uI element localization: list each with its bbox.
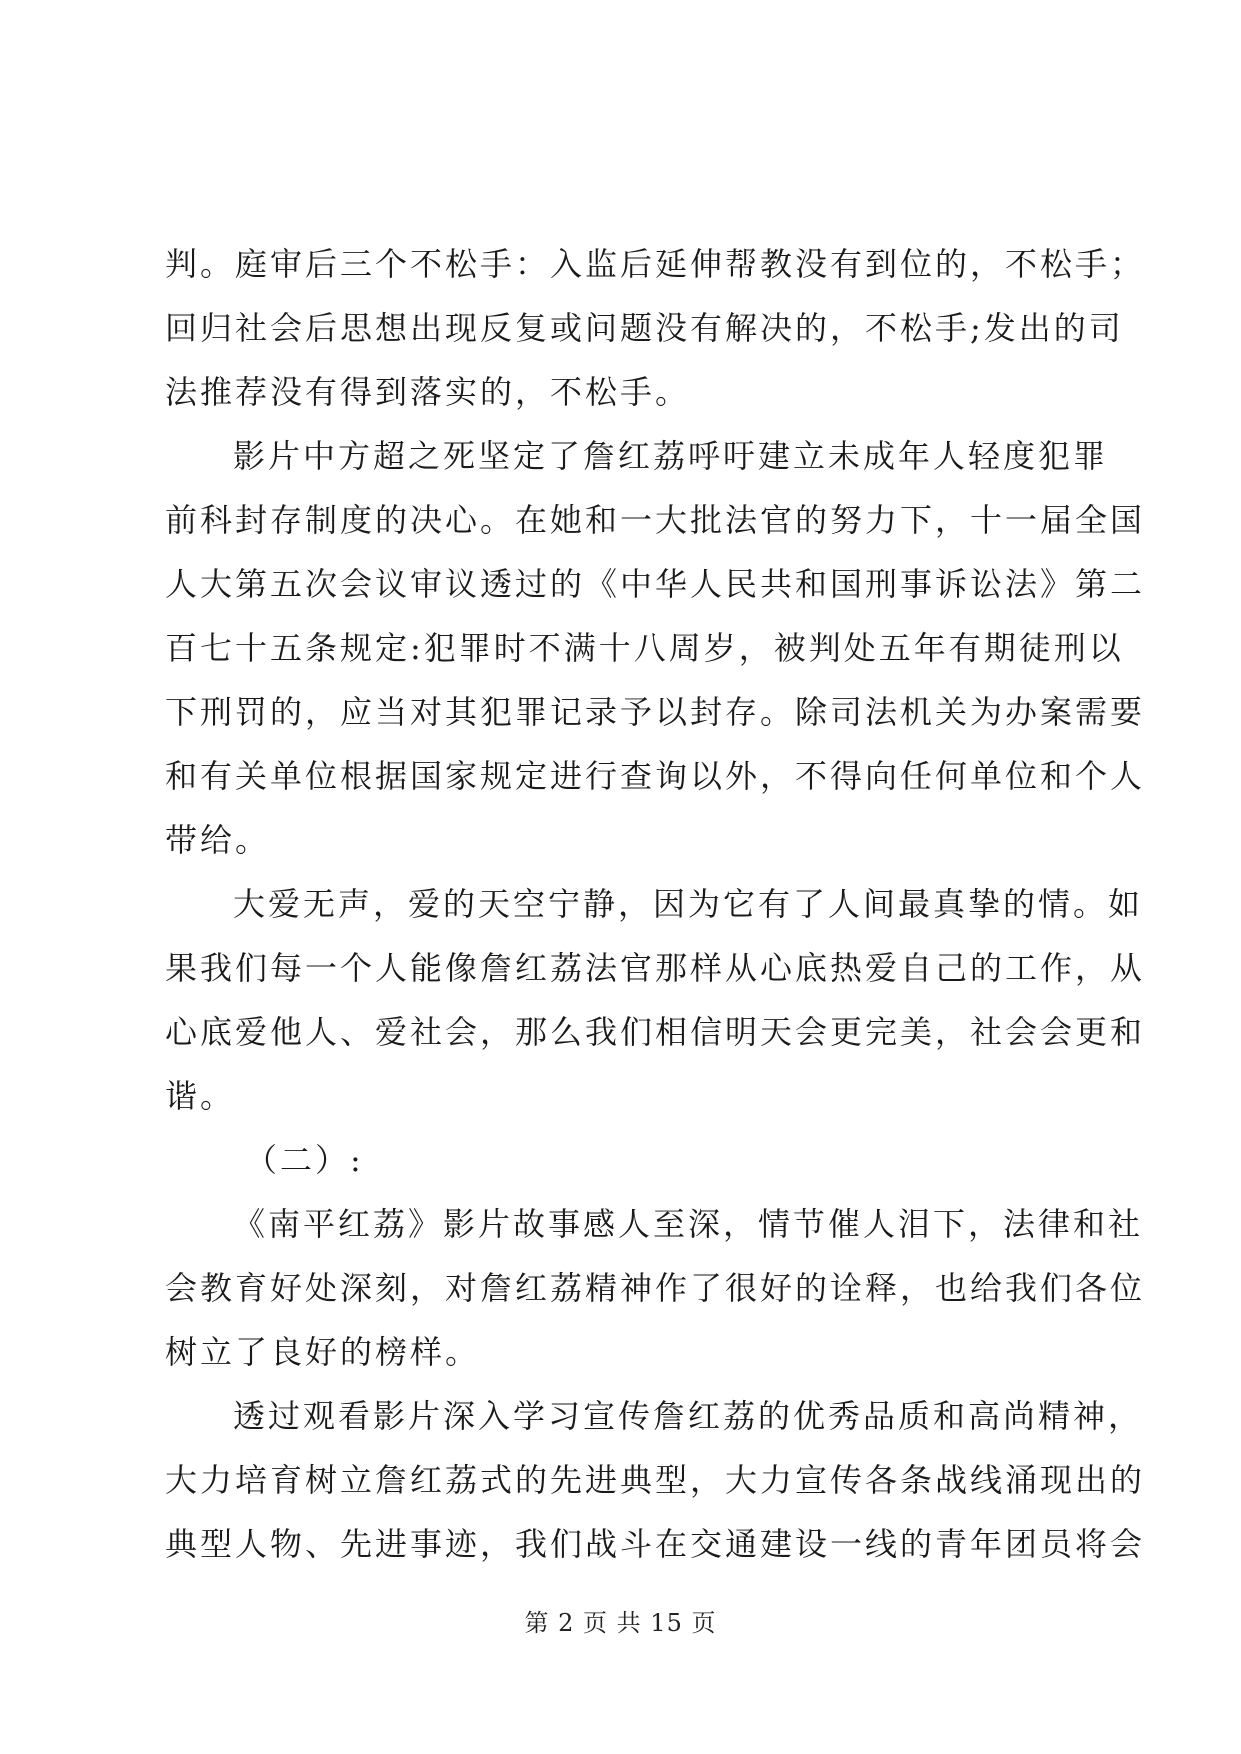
- text-line: 大爱无声，爱的天空宁静，因为它有了人间最真挚的情。如: [233, 885, 1144, 923]
- section-heading: [165, 1128, 1085, 1192]
- text-line: 透过观看影片深入学习宣传詹红荔的优秀品质和高尚精神，: [233, 1397, 1144, 1435]
- text-line: 法推荐没有得到落实的，不松手。: [165, 373, 691, 411]
- paragraph-2: [165, 424, 1146, 872]
- text-line: 带给。: [165, 821, 271, 859]
- text-line: 判。庭审后三个不松手：入监后延伸帮教没有到位的，不松手；: [165, 245, 1146, 283]
- text-line: 《南平红荔》影片故事感人至深，情节催人泪下，法律和社: [233, 1205, 1144, 1243]
- text-line: 和有关单位根据国家规定进行查询以外，不得向任何单位和个人: [165, 757, 1146, 795]
- text-line: 心底爱他人、爱社会，那么我们相信明天会更完美，社会会更和: [165, 1013, 1146, 1051]
- paragraph-1: [165, 232, 1146, 424]
- page-footer: 第 2 页 共 15 页: [524, 1609, 717, 1637]
- text-line: 树立了良好的榜样。: [165, 1333, 481, 1371]
- paragraph-5: [165, 1192, 1146, 1384]
- text-line: 百七十五条规定:犯罪时不满十八周岁，被判处五年有期徒刑以: [165, 629, 1124, 667]
- paragraph-3: [165, 872, 1146, 1128]
- text-line: 回归社会后思想出现反复或问题没有解决的，不松手;发出的司: [165, 309, 1124, 347]
- document-body: [165, 232, 1146, 1576]
- paragraph-6: [165, 1384, 1146, 1576]
- text-line: 前科封存制度的决心。在她和一大批法官的努力下，十一届全国: [165, 501, 1146, 539]
- text-line: 下刑罚的，应当对其犯罪记录予以封存。除司法机关为办案需要: [165, 693, 1146, 731]
- text-line: 大力培育树立詹红荔式的先进典型，大力宣传各条战线涌现出的: [165, 1461, 1146, 1499]
- text-line: 典型人物、先进事迹，我们战斗在交通建设一线的青年团员将会: [165, 1525, 1146, 1563]
- section-heading-text: （二）:: [245, 1141, 364, 1179]
- text-line: 谐。: [165, 1077, 236, 1115]
- text-line: 果我们每一个人能像詹红荔法官那样从心底热爱自己的工作，从: [165, 949, 1146, 987]
- text-line: 影片中方超之死坚定了詹红荔呼吁建立未成年人轻度犯罪: [233, 437, 1109, 475]
- text-line: 会教育好处深刻，对詹红荔精神作了很好的诠释，也给我们各位: [165, 1269, 1146, 1307]
- text-line: 人大第五次会议审议透过的《中华人民共和国刑事诉讼法》第二: [165, 565, 1146, 603]
